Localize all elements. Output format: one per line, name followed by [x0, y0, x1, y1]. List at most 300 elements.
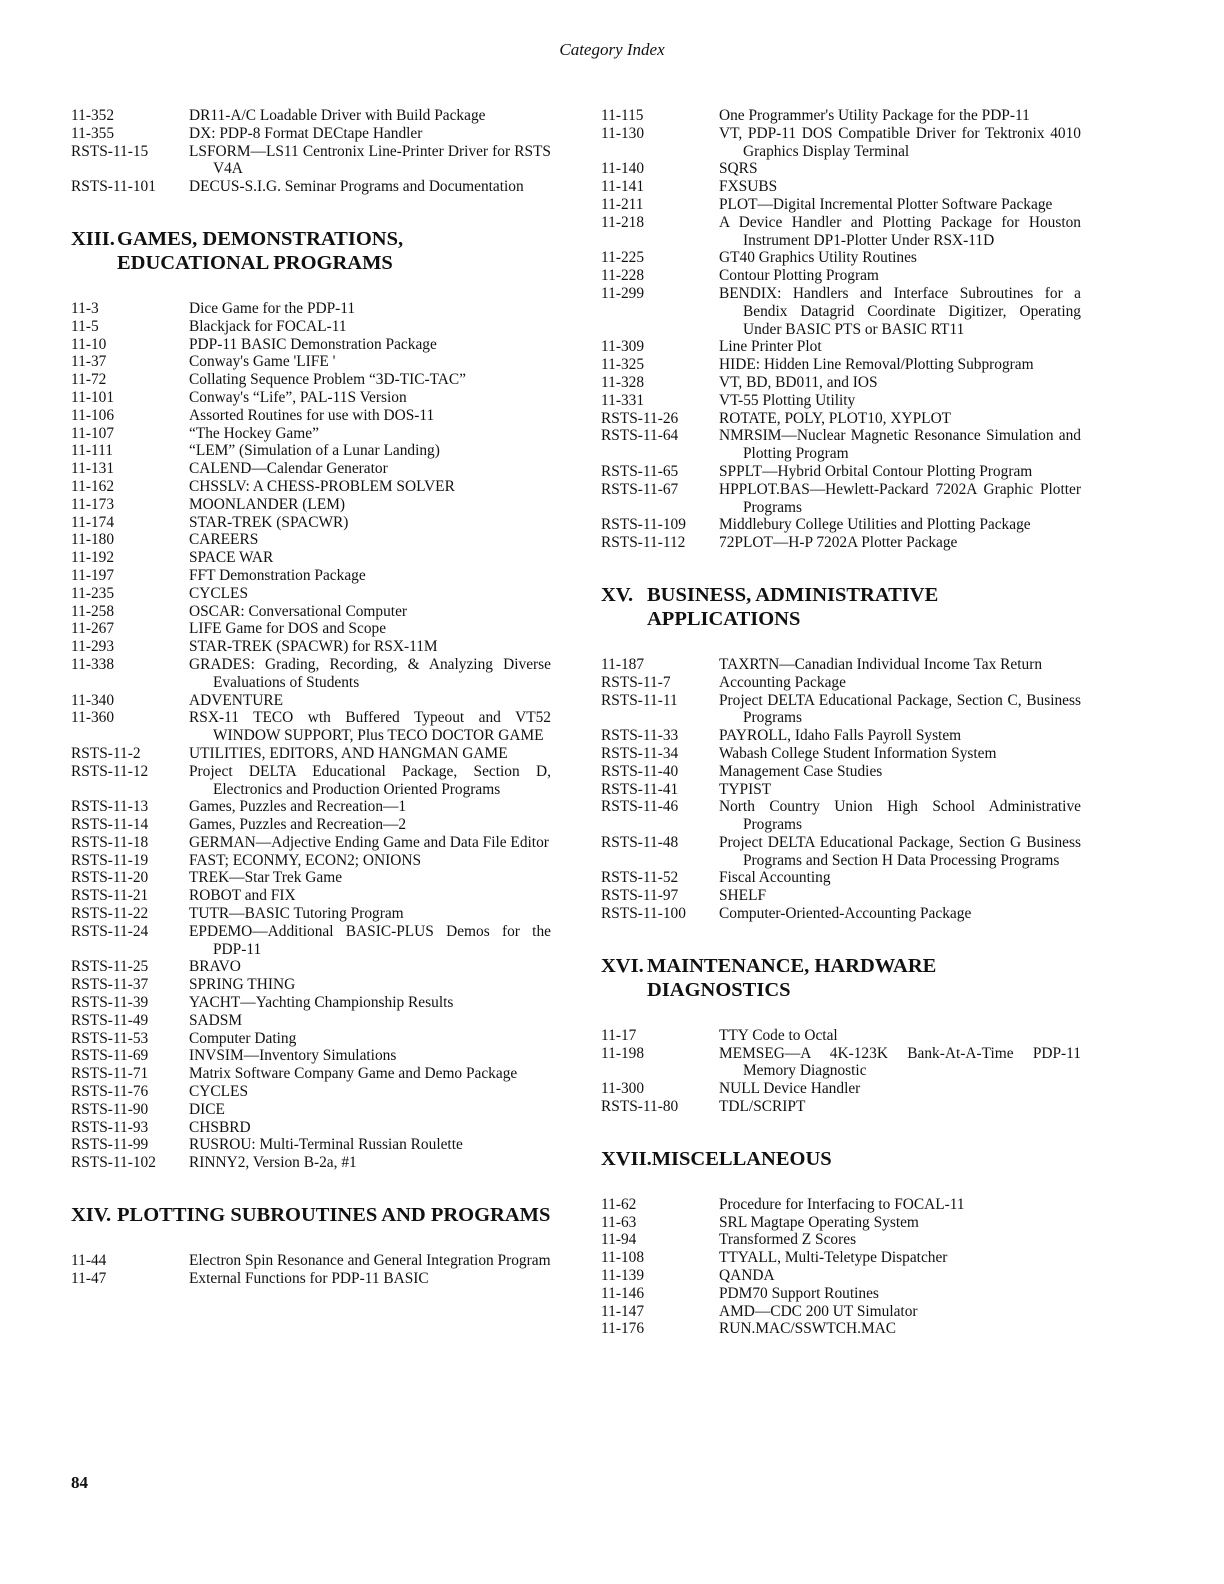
entry-code: 11-62: [601, 1195, 637, 1213]
entry-title: TTYALL, Multi-Teletype Dispatcher: [719, 1249, 948, 1267]
entry-title: CHSBRD: [189, 1118, 251, 1136]
index-entry: [601, 905, 1081, 923]
index-entry: [71, 1083, 551, 1101]
entry-list: [601, 107, 1081, 552]
entry-code: RSTS-11-20: [71, 869, 149, 887]
entry-title: OSCAR: Conversational Computer: [189, 602, 408, 620]
entry-title: Accounting Package: [719, 673, 846, 691]
entry-code: RSTS-11-97: [601, 887, 679, 905]
entry-code: RSTS-11-69: [71, 1047, 149, 1065]
entry-title: VT, BD, BD011, and IOS: [719, 373, 878, 391]
entry-code: 11-101: [71, 388, 115, 406]
entry-title: DICE: [189, 1100, 225, 1118]
entry-title: FXSUBS: [719, 178, 778, 196]
entry-code: 11-225: [601, 249, 645, 267]
entry-code: 11-10: [71, 335, 107, 353]
entry-title: PLOT—Digital Incremental Plotter Software Package: [719, 195, 1053, 213]
entry-title: BENDIX: Handlers and Interface Subroutines for a Bendix Datagrid Coordinate Digitizer, Operating Under BASIC PTS or BASIC RT11: [719, 284, 1081, 338]
index-entry: [601, 656, 1081, 674]
entry-code: RSTS-11-67: [601, 480, 679, 498]
entry-title: CYCLES: [189, 584, 249, 602]
entry-title: Procedure for Interfacing to FOCAL-11: [719, 1195, 965, 1213]
index-entry: [601, 125, 1081, 161]
entry-code: 11-360: [71, 709, 115, 727]
section-heading: [71, 1203, 551, 1227]
entry-title: SRL Magtape Operating System: [719, 1213, 919, 1231]
entry-code: 11-176: [601, 1320, 645, 1338]
entry-code: 11-5: [71, 317, 99, 335]
section-heading: [601, 1147, 1081, 1171]
entry-title: DR11-A/C Loadable Driver with Build Package: [189, 107, 486, 124]
entry-title: INVSIM—Inventory Simulations: [189, 1047, 397, 1065]
entry-code: RSTS-11-7: [601, 673, 671, 691]
index-entry: [71, 834, 551, 852]
entry-title: Transformed Z Scores: [719, 1231, 857, 1249]
index-entry: [71, 442, 551, 460]
index-entry: [71, 300, 551, 318]
index-entry: [71, 318, 551, 336]
entry-code: RSTS-11-112: [601, 534, 686, 552]
index-entry: [71, 816, 551, 834]
index-entry: [601, 249, 1081, 267]
entry-title: PAYROLL, Idaho Falls Payroll System: [719, 727, 962, 745]
entry-title: ROBOT and FIX: [189, 887, 296, 905]
index-entry: [71, 638, 551, 656]
entry-title: SPPLT—Hybrid Orbital Contour Plotting Program: [719, 462, 1033, 480]
index-entry: [601, 1303, 1081, 1321]
entry-title: Middlebury College Utilities and Plotting Package: [719, 516, 1031, 534]
index-entry: [601, 107, 1081, 125]
entry-title: STAR-TREK (SPACWR): [189, 513, 349, 531]
entry-code: 11-107: [71, 424, 115, 442]
entry-title: 72PLOT—H-P 7202A Plotter Package: [719, 534, 958, 552]
index-entry: [71, 1065, 551, 1083]
index-entry: [601, 1045, 1081, 1081]
entry-title: PDM70 Support Routines: [719, 1284, 879, 1302]
index-entry: [601, 763, 1081, 781]
entry-code: RSTS-11-48: [601, 833, 679, 851]
section-title: MISCELLANEOUS: [651, 1147, 832, 1170]
entry-code: RSTS-11-41: [601, 780, 679, 798]
entry-title: MEMSEG—A 4K-123K Bank-At-A-Time PDP-11 Memory Diagnostic: [719, 1044, 1081, 1080]
entry-code: 11-106: [71, 406, 115, 424]
index-entry: [71, 353, 551, 371]
entry-code: RSTS-11-21: [71, 887, 149, 905]
index-entry: [71, 1270, 551, 1288]
entry-title: DX: PDP-8 Format DECtape Handler: [189, 124, 423, 142]
entry-title: QANDA: [719, 1267, 775, 1285]
index-entry: [601, 692, 1081, 728]
entry-code: 11-198: [601, 1044, 645, 1062]
section-heading: [601, 954, 1081, 1002]
entry-title: RUSROU: Multi-Terminal Russian Roulette: [189, 1136, 463, 1154]
entry-code: 11-139: [601, 1267, 645, 1285]
index-entry: [71, 745, 551, 763]
entry-title: Collating Sequence Problem “3D-TIC-TAC”: [189, 371, 467, 389]
entry-code: 11-258: [71, 602, 115, 620]
entry-code: 11-115: [601, 107, 644, 124]
section-number: XVII.: [601, 1147, 652, 1170]
entry-code: RSTS-11-11: [601, 691, 678, 709]
index-entry: [71, 496, 551, 514]
entry-title: GERMAN—Adjective Ending Game and Data File Editor: [189, 833, 549, 851]
entry-title: SADSM: [189, 1011, 243, 1029]
entry-code: 11-47: [71, 1269, 107, 1287]
index-entry: [601, 214, 1081, 250]
entry-code: RSTS-11-22: [71, 905, 149, 923]
entry-code: RSTS-11-34: [601, 744, 679, 762]
section-title: MAINTENANCE, HARDWARE DIAGNOSTICS: [647, 954, 937, 1001]
entry-code: 11-108: [601, 1249, 645, 1267]
entry-code: RSTS-11-102: [71, 1154, 156, 1172]
entry-code: RSTS-11-52: [601, 869, 679, 887]
entry-title: Electron Spin Resonance and General Integration Program: [189, 1252, 551, 1270]
entry-code: RSTS-11-26: [601, 409, 679, 427]
index-entry: [71, 976, 551, 994]
index-entry: [601, 1080, 1081, 1098]
entry-code: 11-44: [71, 1252, 107, 1270]
entry-list: [601, 656, 1081, 923]
section-title: GAMES, DEMONSTRATIONS, EDUCATIONAL PROGRAMS: [117, 227, 404, 274]
index-entry: [71, 178, 551, 196]
entry-title: VT, PDP-11 DOS Compatible Driver for Tektronix 4010 Graphics Display Terminal: [719, 124, 1081, 160]
index-entry: [71, 549, 551, 567]
index-entry: [71, 603, 551, 621]
entry-code: 11-174: [71, 513, 115, 531]
entry-code: 11-338: [71, 655, 115, 673]
entry-title: TDL/SCRIPT: [719, 1098, 806, 1116]
entry-title: Games, Puzzles and Recreation—2: [189, 816, 407, 834]
entry-code: RSTS-11-49: [71, 1011, 149, 1029]
entry-title: TUTR—BASIC Tutoring Program: [189, 905, 404, 923]
index-entry: [601, 516, 1081, 534]
entry-title: RUN.MAC/SSWTCH.MAC: [719, 1320, 897, 1338]
index-entry: [71, 798, 551, 816]
entry-list: [601, 1196, 1081, 1338]
index-entry: [601, 285, 1081, 338]
index-entry: [601, 1196, 1081, 1214]
entry-code: 11-187: [601, 655, 645, 673]
entry-title: Conway's “Life”, PAL-11S Version: [189, 388, 407, 406]
entry-code: RSTS-11-100: [601, 905, 686, 923]
entry-title: SQRS: [719, 160, 758, 178]
index-entry: [71, 531, 551, 549]
index-entry: [601, 374, 1081, 392]
index-entry: [71, 852, 551, 870]
entry-title: BRAVO: [189, 958, 241, 976]
entry-code: 11-218: [601, 213, 645, 231]
left-column: [71, 107, 551, 1288]
entry-code: 11-211: [601, 195, 644, 213]
index-entry: [601, 427, 1081, 463]
entry-code: RSTS-11-93: [71, 1118, 149, 1136]
entry-code: RSTS-11-64: [601, 427, 679, 445]
entry-title: CAREERS: [189, 531, 259, 549]
right-column: [601, 107, 1081, 1338]
entry-title: FFT Demonstration Package: [189, 566, 366, 584]
entry-list: [71, 300, 551, 1172]
index-entry: [601, 781, 1081, 799]
entry-title: RSX-11 TECO wth Buffered Typeout and VT52 WINDOW SUPPORT, Plus TECO DOCTOR GAME: [189, 709, 551, 745]
entry-code: RSTS-11-90: [71, 1100, 149, 1118]
entry-code: 11-235: [71, 584, 115, 602]
entry-code: RSTS-11-53: [71, 1029, 149, 1047]
index-entry: [601, 463, 1081, 481]
index-entry: [71, 692, 551, 710]
entry-title: “The Hockey Game”: [189, 424, 319, 442]
index-entry: [71, 125, 551, 143]
entry-title: Project DELTA Educational Package, Section D, Electronics and Production Oriented Programs: [189, 762, 551, 798]
entry-code: 11-309: [601, 338, 645, 356]
entry-code: RSTS-11-76: [71, 1083, 149, 1101]
entry-code: RSTS-11-46: [601, 798, 679, 816]
entry-title: Fiscal Accounting: [719, 869, 831, 887]
section-heading: [71, 227, 551, 275]
entry-code: 11-162: [71, 477, 115, 495]
entry-title: TTY Code to Octal: [719, 1026, 838, 1044]
index-entry: [71, 869, 551, 887]
index-entry: [601, 745, 1081, 763]
index-entry: [601, 1027, 1081, 1045]
index-entry: [71, 336, 551, 354]
entry-code: 11-141: [601, 178, 645, 196]
entry-title: Matrix Software Company Game and Demo Package: [189, 1065, 518, 1083]
entry-code: 11-130: [601, 124, 645, 142]
entry-code: 11-331: [601, 391, 645, 409]
entry-code: 11-111: [71, 442, 113, 460]
index-entry: [71, 1101, 551, 1119]
entry-code: 11-293: [71, 638, 115, 656]
entry-code: RSTS-11-39: [71, 994, 149, 1012]
entry-title: AMD—CDC 200 UT Simulator: [719, 1302, 918, 1320]
index-entry: [601, 887, 1081, 905]
index-entry: [71, 407, 551, 425]
entry-code: RSTS-11-25: [71, 958, 149, 976]
index-entry: [601, 1214, 1081, 1232]
entry-code: 11-197: [71, 566, 115, 584]
entry-code: 11-328: [601, 373, 645, 391]
entry-code: 11-94: [601, 1231, 637, 1249]
entry-title: GRADES: Grading, Recording, & Analyzing Diverse Evaluations of Students: [189, 655, 551, 691]
section-title: PLOTTING SUBROUTINES AND PROGRAMS: [117, 1204, 551, 1227]
index-entry: [601, 869, 1081, 887]
entry-code: RSTS-11-18: [71, 833, 149, 851]
entry-title: EPDEMO—Additional BASIC-PLUS Demos for the PDP-11: [189, 922, 551, 958]
index-entry: [71, 1047, 551, 1065]
index-entry: [71, 478, 551, 496]
entry-title: NMRSIM—Nuclear Magnetic Resonance Simulation and Plotting Program: [719, 427, 1081, 463]
entry-code: 11-63: [601, 1213, 637, 1231]
entry-code: RSTS-11-101: [71, 178, 156, 196]
entry-list: [601, 1027, 1081, 1116]
entry-code: RSTS-11-2: [71, 744, 141, 762]
entry-list: [71, 1252, 551, 1288]
entry-code: 11-325: [601, 356, 645, 374]
index-entry: [71, 709, 551, 745]
entry-title: CALEND—Calendar Generator: [189, 460, 388, 478]
entry-code: 11-37: [71, 353, 107, 371]
index-entry: [71, 389, 551, 407]
index-entry: [71, 585, 551, 603]
entry-code: RSTS-11-14: [71, 816, 149, 834]
entry-code: 11-299: [601, 284, 645, 302]
index-entry: [601, 1285, 1081, 1303]
index-entry: [601, 338, 1081, 356]
entry-title: Contour Plotting Program: [719, 267, 879, 285]
entry-title: YACHT—Yachting Championship Results: [189, 994, 454, 1012]
entry-title: LSFORM—LS11 Centronix Line-Printer Driver for RSTS V4A: [189, 142, 551, 178]
entry-code: RSTS-11-19: [71, 851, 149, 869]
index-entry: [601, 196, 1081, 214]
entry-title: UTILITIES, EDITORS, AND HANGMAN GAME: [189, 744, 508, 762]
section-number: XIV.: [71, 1204, 112, 1227]
index-entry: [601, 834, 1081, 870]
entry-code: RSTS-11-40: [601, 762, 679, 780]
entry-title: DECUS-S.I.G. Seminar Programs and Documentation: [189, 178, 524, 196]
section-number: XV.: [601, 583, 634, 606]
entry-code: RSTS-11-109: [601, 516, 686, 534]
entry-title: A Device Handler and Plotting Package for Houston Instrument DP1-Plotter Under RSX-11D: [719, 213, 1081, 249]
entry-title: Wabash College Student Information System: [719, 744, 997, 762]
index-entry: [601, 1098, 1081, 1116]
entry-title: GT40 Graphics Utility Routines: [719, 249, 917, 267]
entry-code: 11-131: [71, 460, 115, 478]
entry-title: VT-55 Plotting Utility: [719, 391, 856, 409]
entry-code: 11-147: [601, 1302, 645, 1320]
entry-code: 11-355: [71, 124, 115, 142]
index-entry: [601, 356, 1081, 374]
entry-title: One Programmer's Utility Package for the PDP-11: [719, 107, 1030, 124]
index-entry: [71, 1030, 551, 1048]
index-entry: [601, 267, 1081, 285]
entry-title: TREK—Star Trek Game: [189, 869, 343, 887]
entry-title: Games, Puzzles and Recreation—1: [189, 798, 407, 816]
entry-title: LIFE Game for DOS and Scope: [189, 620, 387, 638]
entry-title: CYCLES: [189, 1083, 249, 1101]
entry-code: 11-228: [601, 267, 645, 285]
index-entry: [71, 1252, 551, 1270]
index-entry: [71, 425, 551, 443]
index-entry: [71, 1012, 551, 1030]
index-entry: [71, 923, 551, 959]
entry-code: RSTS-11-33: [601, 727, 679, 745]
entry-title: HIDE: Hidden Line Removal/Plotting Subprogram: [719, 356, 1034, 374]
entry-title: Line Printer Plot: [719, 338, 822, 356]
index-entry: [71, 958, 551, 976]
entry-code: RSTS-11-13: [71, 798, 149, 816]
page-header: Category Index: [559, 40, 665, 59]
entry-title: SPACE WAR: [189, 549, 274, 567]
section-number: XVI.: [601, 954, 644, 977]
entry-title: Blackjack for FOCAL-11: [189, 317, 347, 335]
entry-title: PDP-11 BASIC Demonstration Package: [189, 335, 437, 353]
index-entry: [601, 160, 1081, 178]
entry-code: 11-72: [71, 371, 107, 389]
entry-title: Computer Dating: [189, 1029, 297, 1047]
entry-code: RSTS-11-37: [71, 976, 149, 994]
index-entry: [71, 107, 551, 125]
entry-title: STAR-TREK (SPACWR) for RSX-11M: [189, 638, 438, 656]
index-entry: [601, 534, 1081, 552]
index-entry: [71, 887, 551, 905]
entry-title: ROTATE, POLY, PLOT10, XYPLOT: [719, 409, 952, 427]
section-heading: [601, 583, 1081, 631]
entry-code: 11-17: [601, 1026, 637, 1044]
entry-title: NULL Device Handler: [719, 1080, 861, 1098]
index-entry: [601, 1267, 1081, 1285]
entry-code: 11-146: [601, 1284, 645, 1302]
entry-title: HPPLOT.BAS—Hewlett-Packard 7202A Graphic Plotter Programs: [719, 480, 1081, 516]
entry-title: ADVENTURE: [189, 691, 284, 709]
entry-code: RSTS-11-99: [71, 1136, 149, 1154]
entry-title: CHSSLV: A CHESS-PROBLEM SOLVER: [189, 477, 455, 495]
index-entry: [601, 410, 1081, 428]
section-title: BUSINESS, ADMINISTRATIVE APPLICATIONS: [647, 583, 939, 630]
entry-code: 11-300: [601, 1080, 645, 1098]
entry-code: 11-340: [71, 691, 115, 709]
entry-title: Computer-Oriented-Accounting Package: [719, 905, 972, 923]
entry-code: 11-352: [71, 107, 115, 124]
section-number: XIII.: [71, 227, 115, 250]
index-entry: [601, 481, 1081, 517]
index-entry: [601, 674, 1081, 692]
entry-code: 11-140: [601, 160, 645, 178]
index-entry: [601, 178, 1081, 196]
entry-title: Project DELTA Educational Package, Section G Business Programs and Section H Data Processing Programs: [719, 833, 1081, 869]
entry-title: RINNY2, Version B-2a, #1: [189, 1154, 357, 1172]
index-entry: [601, 727, 1081, 745]
entry-code: RSTS-11-71: [71, 1065, 149, 1083]
entry-code: 11-3: [71, 299, 99, 317]
entry-title: TAXRTN—Canadian Individual Income Tax Return: [719, 655, 1043, 673]
entry-code: 11-173: [71, 495, 115, 513]
index-entry: [601, 1249, 1081, 1267]
index-entry: [71, 656, 551, 692]
entry-title: North Country Union High School Administrative Programs: [719, 798, 1081, 834]
index-entry: [71, 905, 551, 923]
index-entry: [601, 798, 1081, 834]
page-number: 84: [71, 1473, 88, 1492]
index-entry: [601, 1320, 1081, 1338]
index-entry: [71, 567, 551, 585]
index-entry: [601, 392, 1081, 410]
entry-title: “LEM” (Simulation of a Lunar Landing): [189, 442, 440, 460]
entry-title: FAST; ECONMY, ECON2; ONIONS: [189, 851, 422, 869]
index-entry: [71, 371, 551, 389]
index-entry: [71, 763, 551, 799]
entry-code: RSTS-11-12: [71, 762, 149, 780]
entry-title: SHELF: [719, 887, 767, 905]
index-entry: [71, 514, 551, 532]
entry-code: RSTS-11-24: [71, 922, 149, 940]
index-entry: [71, 994, 551, 1012]
entry-code: 11-180: [71, 531, 115, 549]
index-entry: [71, 1154, 551, 1172]
entry-title: Project DELTA Educational Package, Section C, Business Programs: [719, 691, 1081, 727]
index-entry: [71, 143, 551, 179]
index-entry: [71, 460, 551, 478]
entry-code: RSTS-11-15: [71, 142, 149, 160]
entry-code: RSTS-11-80: [601, 1098, 679, 1116]
index-entry: [601, 1231, 1081, 1249]
entry-list: [71, 107, 551, 196]
entry-title: Conway's Game 'LIFE ': [189, 353, 336, 371]
entry-title: MOONLANDER (LEM): [189, 495, 346, 513]
entry-title: TYPIST: [719, 780, 772, 798]
entry-title: Dice Game for the PDP-11: [189, 299, 356, 317]
index-entry: [71, 620, 551, 638]
index-entry: [71, 1119, 551, 1137]
